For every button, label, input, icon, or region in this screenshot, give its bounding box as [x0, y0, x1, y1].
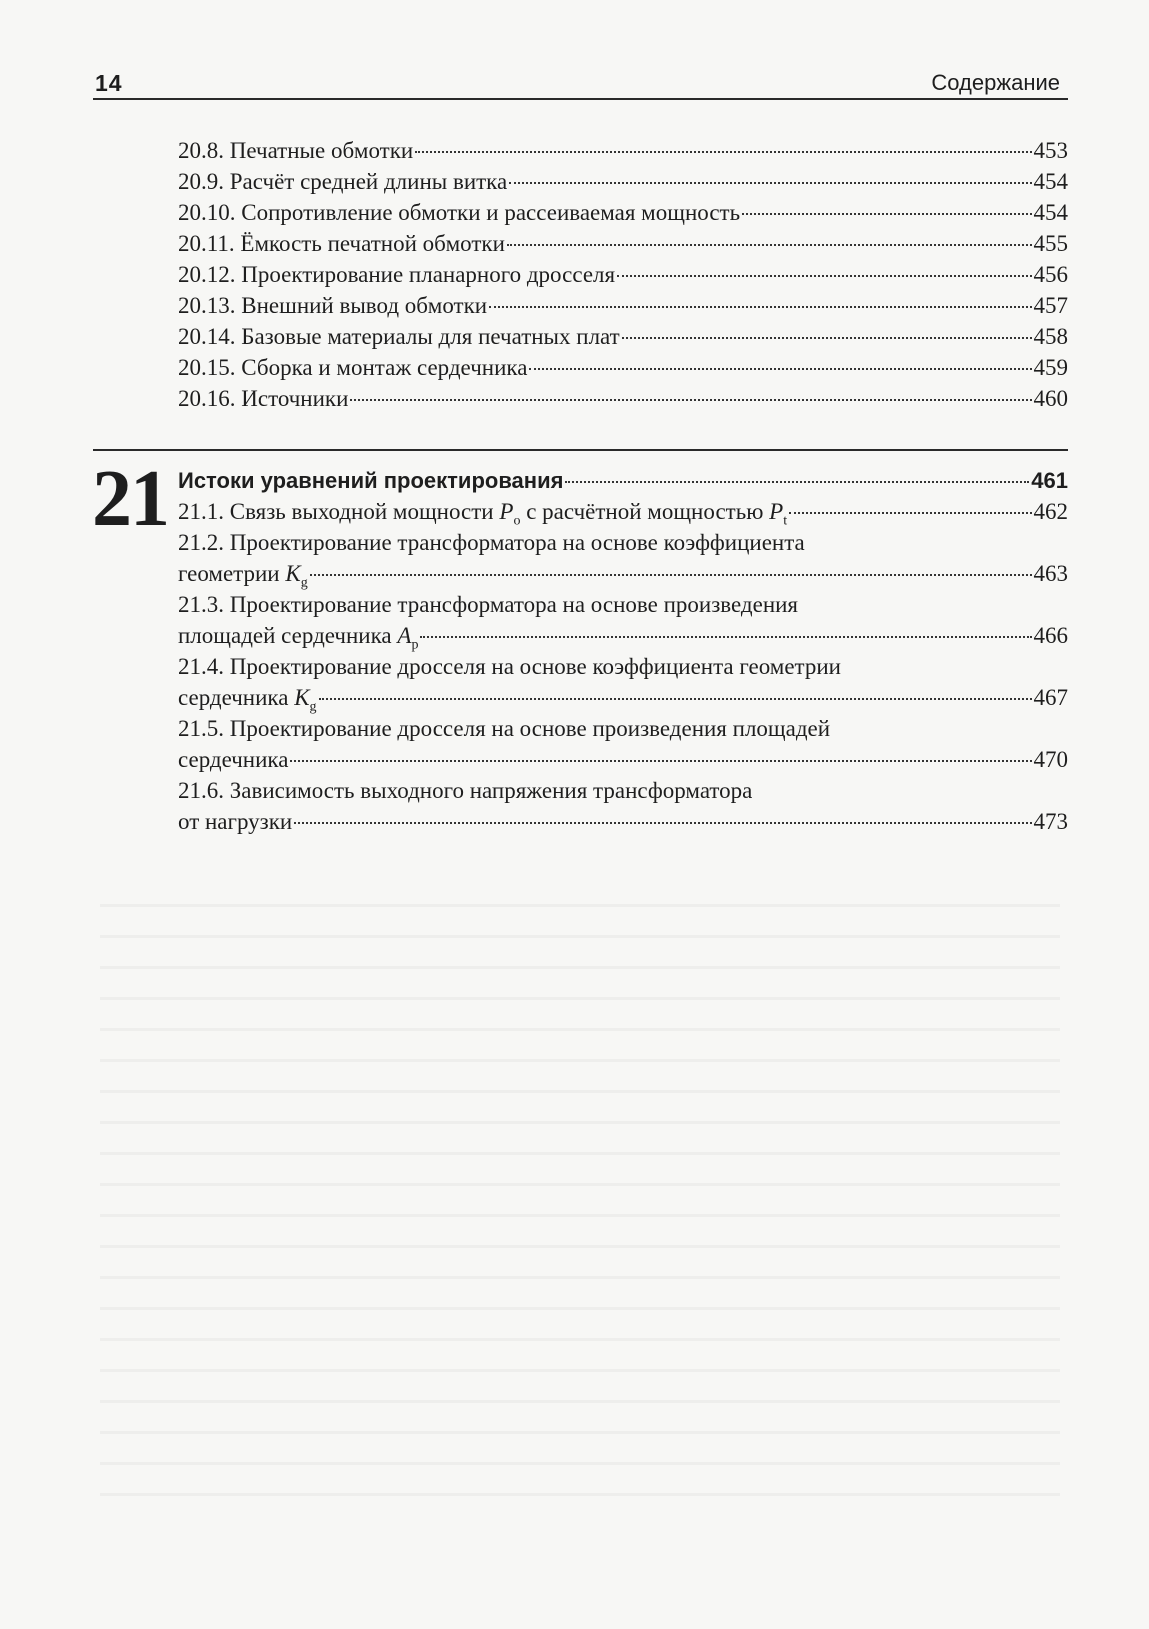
- toc-entry-page: 463: [1033, 561, 1068, 586]
- toc-entry-page: 455: [1033, 231, 1068, 256]
- leader-dots: [350, 399, 1031, 401]
- symbol: A: [397, 623, 412, 648]
- toc-entry[interactable]: [178, 651, 1068, 713]
- toc-entry[interactable]: [178, 775, 1068, 837]
- leader-dots: [617, 275, 1031, 277]
- toc-entry[interactable]: [178, 197, 1068, 228]
- toc-entry-page: 453: [1033, 138, 1068, 163]
- toc-entry-page: 459: [1033, 355, 1068, 380]
- leader-dots: [507, 244, 1032, 246]
- toc-entry-title: 20.8. Печатные обмотки: [178, 138, 414, 163]
- leader-dots: [294, 822, 1031, 824]
- toc-section-20: [178, 135, 1068, 414]
- toc-entry[interactable]: [178, 259, 1068, 290]
- leader-dots: [310, 574, 1032, 576]
- subscript: t: [783, 513, 788, 529]
- toc-entry-page: 462: [1033, 499, 1068, 524]
- page-header: [93, 68, 1068, 100]
- chapter-number: 21: [92, 455, 168, 543]
- toc-entry[interactable]: [178, 290, 1068, 321]
- toc-entry-title: 20.15. Сборка и монтаж сердечника: [178, 355, 528, 380]
- toc-entry-line: сердечника: [178, 747, 289, 772]
- toc-entry-text: с расчётной мощностью: [526, 499, 764, 524]
- subscript: g: [300, 575, 308, 591]
- toc-entry-page: 454: [1033, 169, 1068, 194]
- leader-dots: [420, 636, 1031, 638]
- subscript: g: [309, 699, 317, 715]
- toc-entry[interactable]: [178, 527, 1068, 589]
- toc-entry-page: 473: [1033, 809, 1068, 834]
- symbol: P: [769, 499, 784, 524]
- chapter-divider: [93, 449, 1068, 451]
- toc-entry[interactable]: [178, 135, 1068, 166]
- leader-dots: [319, 698, 1032, 700]
- toc-entry-page: 460: [1033, 386, 1068, 411]
- symbol: K: [294, 685, 310, 710]
- toc-entry-page: 458: [1033, 324, 1068, 349]
- toc-entry[interactable]: [178, 496, 1068, 527]
- toc-entry-title: 20.9. Расчёт средней длины витка: [178, 169, 508, 194]
- symbol: P: [499, 499, 514, 524]
- leader-dots: [529, 368, 1031, 370]
- toc-entry[interactable]: [178, 383, 1068, 414]
- toc-entry-line: от нагрузки: [178, 809, 293, 834]
- toc-entry-title: 20.12. Проектирование планарного дросселя: [178, 262, 616, 287]
- toc-entry-text: 21.1. Связь выходной мощности: [178, 499, 494, 524]
- toc-entry[interactable]: [178, 713, 1068, 775]
- subscript: p: [411, 637, 419, 653]
- leader-dots: [789, 512, 1031, 514]
- toc-entry-line: 21.2. Проектирование трансформатора на основе коэффициента: [178, 530, 805, 555]
- leader-dots: [509, 182, 1031, 184]
- toc-entry-line: 21.4. Проектирование дросселя на основе коэффициента геометрии: [178, 654, 841, 679]
- toc-entry-title: 20.10. Сопротивление обмотки и рассеиваемая мощность: [178, 200, 741, 225]
- show-through-texture: [100, 880, 1060, 1500]
- chapter-title-entry[interactable]: [178, 465, 1068, 496]
- leader-dots: [742, 213, 1031, 215]
- toc-entry-page: 454: [1033, 200, 1068, 225]
- running-title: Содержание: [931, 70, 1060, 95]
- leader-dots: [565, 481, 1029, 483]
- toc-entry-text: сердечника: [178, 685, 289, 710]
- leader-dots: [415, 151, 1031, 153]
- toc-entry-text: геометрии: [178, 561, 280, 586]
- leader-dots: [622, 337, 1032, 339]
- page-number: 14: [95, 70, 123, 96]
- toc-entry-text: площадей сердечника: [178, 623, 392, 648]
- toc-entry-page: 456: [1033, 262, 1068, 287]
- toc-entry-page: 466: [1033, 623, 1068, 648]
- chapter-page: 461: [1031, 468, 1068, 493]
- symbol: K: [285, 561, 301, 586]
- toc-entry[interactable]: [178, 228, 1068, 259]
- toc-entry-line: 21.5. Проектирование дросселя на основе произведения площадей: [178, 716, 831, 741]
- toc-entry-title: 20.16. Источники: [178, 386, 349, 411]
- leader-dots: [489, 306, 1031, 308]
- toc-entry-title: 20.14. Базовые материалы для печатных плат: [178, 324, 620, 349]
- toc-entry[interactable]: [178, 321, 1068, 352]
- toc-entry-title: 20.11. Ёмкость печатной обмотки: [178, 231, 505, 256]
- toc-entry[interactable]: [178, 166, 1068, 197]
- toc-entry-page: 467: [1033, 685, 1068, 710]
- toc-entry-line: 21.3. Проектирование трансформатора на основе произведения: [178, 592, 799, 617]
- toc-entry-page: 470: [1033, 747, 1068, 772]
- toc-chapter-21: [178, 465, 1068, 837]
- toc-entry[interactable]: [178, 352, 1068, 383]
- toc-entry-page: 457: [1033, 293, 1068, 318]
- leader-dots: [290, 760, 1031, 762]
- toc-entry[interactable]: [178, 589, 1068, 651]
- toc-entry-line: 21.6. Зависимость выходного напряжения трансформатора: [178, 778, 753, 803]
- toc-entry-title: 20.13. Внешний вывод обмотки: [178, 293, 488, 318]
- subscript: o: [513, 513, 521, 529]
- chapter-title: Истоки уравнений проектирования: [178, 468, 564, 493]
